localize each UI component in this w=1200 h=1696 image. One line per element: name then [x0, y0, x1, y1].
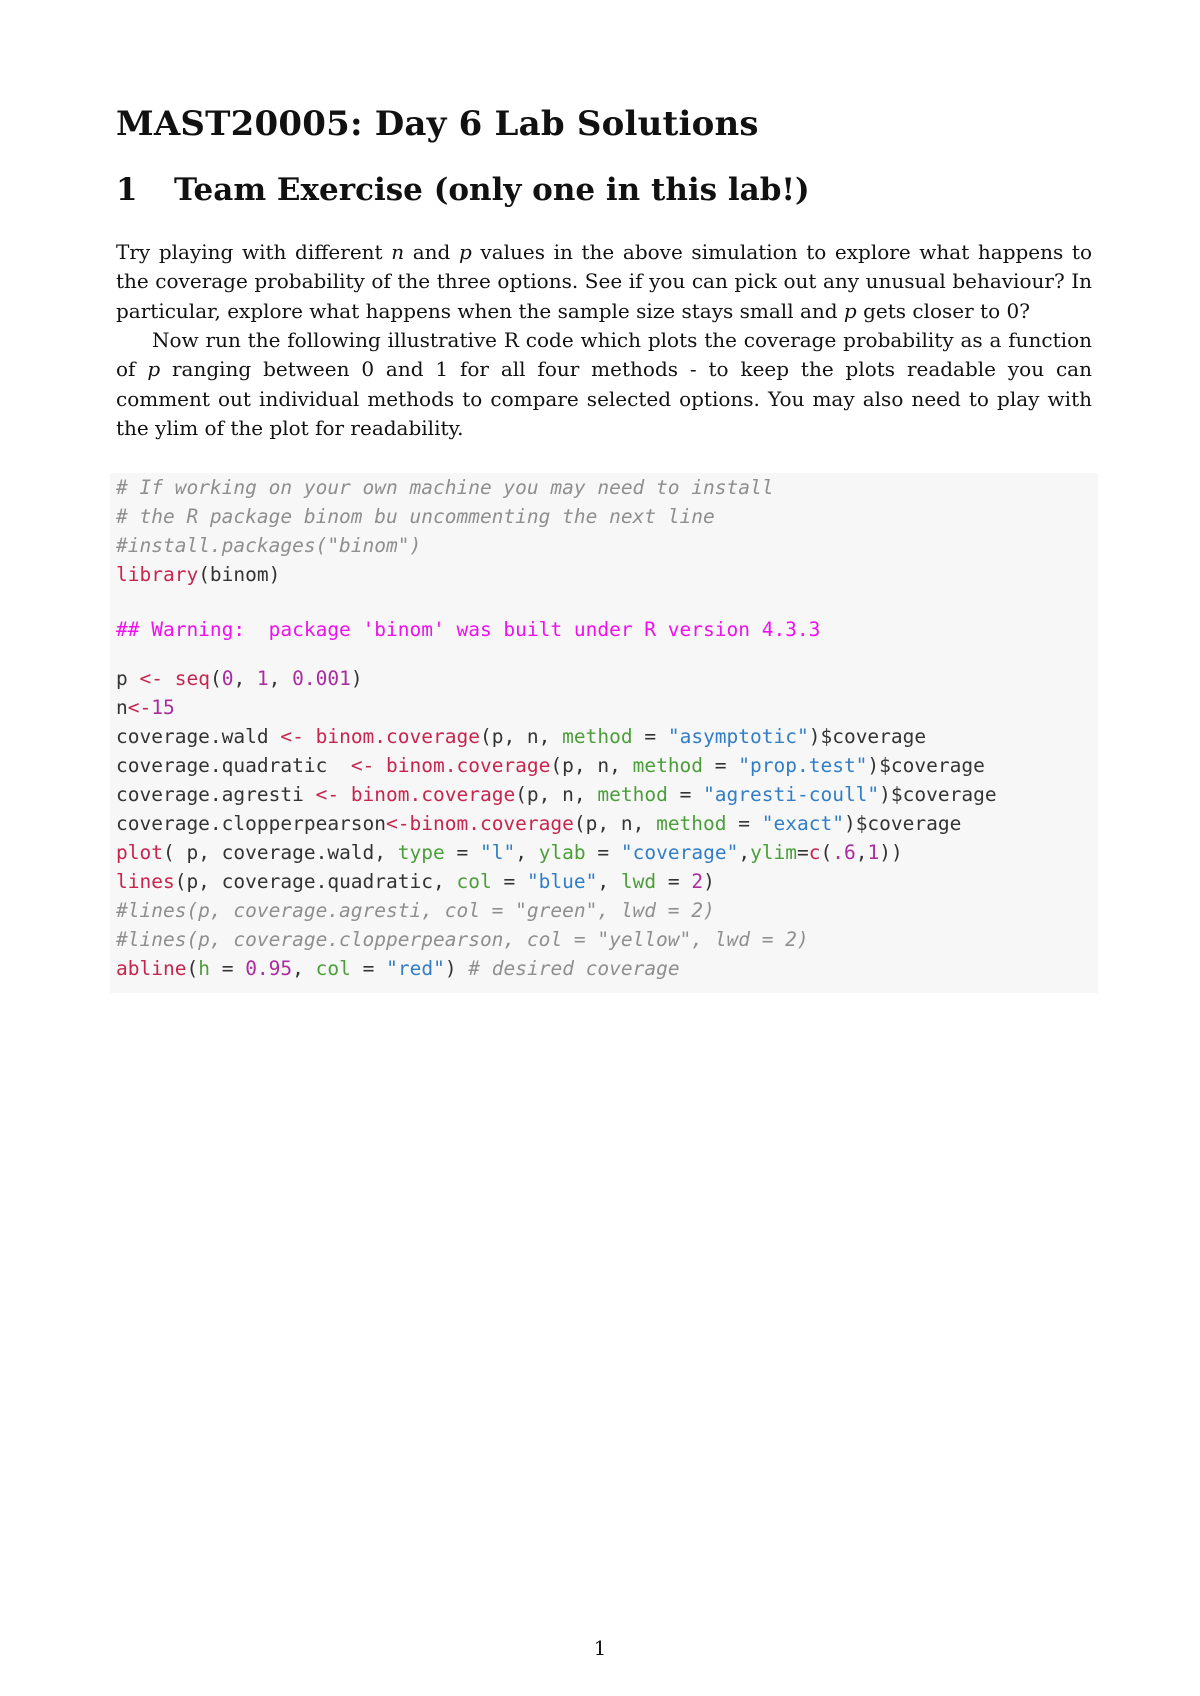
- code-line-quadratic: coverage.quadratic <- binom.coverage(p, n, method = "prop.test")$coverage: [116, 754, 985, 777]
- code-warning: ## Warning: package 'binom' was built under R version 4.3.3: [116, 618, 821, 641]
- page-number: 1: [593, 1636, 607, 1660]
- document-title: MAST20005: Day 6 Lab Solutions: [116, 104, 759, 144]
- p1-text-a: Try playing with different: [116, 240, 392, 264]
- code-comment-3: #install.packages("binom"): [116, 534, 422, 557]
- code-line-abline: abline(h = 0.95, col = "red") # desired coverage: [116, 957, 680, 980]
- p2-text-a: Now run the following illustrative R code which plots the coverage probability as a function of: [116, 328, 1092, 382]
- code-comment-2: # the R package binom bu uncommenting the next line: [116, 505, 715, 528]
- code-line-p: p <- seq(0, 1, 0.001): [116, 667, 363, 690]
- p1-var-p2: p: [843, 298, 857, 323]
- code-comment-5: #lines(p, coverage.clopperpearson, col = "yellow", lwd = 2): [116, 928, 809, 951]
- p1-text-b: and: [404, 240, 459, 264]
- p1-text-c: values in the above simulation to explore what happens to the coverage probability of the three options. See if you can pick out any unusual behaviour? In particular, explore what happens when the sample size stays small and: [116, 240, 1092, 323]
- code-line-n: n<-15: [116, 696, 175, 719]
- section-number: 1: [116, 172, 138, 208]
- code-line-wald: coverage.wald <- binom.coverage(p, n, method = "asymptotic")$coverage: [116, 725, 927, 748]
- code-line-plot: plot( p, coverage.wald, type = "l", ylab = "coverage",ylim=c(.6,1)): [116, 841, 903, 864]
- p2-text-b: ranging between 0 and 1 for all four methods - to keep the plots readable you can comment out individual methods to compare selected options. You may also need to play with the ylim of the plot for readability.: [116, 357, 1092, 440]
- code-comment-4: #lines(p, coverage.agresti, col = "green", lwd = 2): [116, 899, 715, 922]
- p1-var-p: p: [458, 240, 472, 264]
- p1-var-n: n: [391, 240, 405, 264]
- code-comment-1: # If working on your own machine you may need to install: [116, 476, 774, 499]
- section-title: Team Exercise (only one in this lab!): [174, 172, 810, 208]
- code-line-lines: lines(p, coverage.quadratic, col = "blue", lwd = 2): [116, 870, 715, 893]
- p1-text-d: gets closer to 0?: [856, 298, 1030, 323]
- code-line-library: library(binom): [116, 563, 281, 586]
- paragraph-2: [116, 326, 1092, 443]
- code-line-clopperpearson: coverage.clopperpearson<-binom.coverage(p, n, method = "exact")$coverage: [116, 812, 962, 835]
- code-line-agresti: coverage.agresti <- binom.coverage(p, n, method = "agresti-coull")$coverage: [116, 783, 997, 806]
- section-heading: [116, 172, 810, 208]
- paragraph-1: [116, 238, 1092, 326]
- code-block: [110, 473, 1098, 993]
- p2-var-p: p: [147, 357, 161, 382]
